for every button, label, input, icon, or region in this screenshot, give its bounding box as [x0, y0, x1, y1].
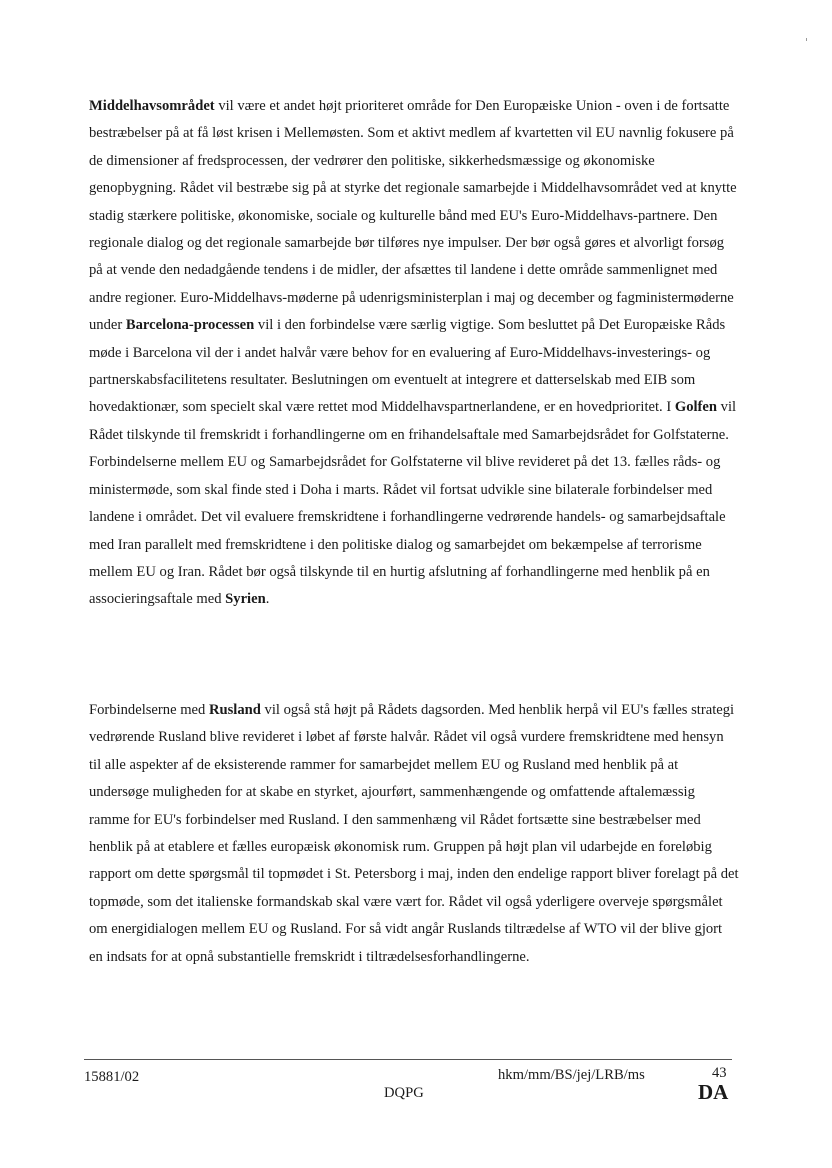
paragraph-russia	[89, 697, 739, 971]
bold-term-syrien: Syrien	[225, 591, 266, 608]
language-code: DA	[698, 1080, 729, 1104]
bold-term-golfen: Golfen	[674, 399, 718, 416]
paragraph-text: .	[265, 591, 270, 608]
paragraph-mediterranean	[89, 93, 739, 614]
author-initials: hkm/mm/BS/jej/LRB/ms	[498, 1067, 645, 1083]
scan-speck	[806, 38, 807, 41]
document-reference: 15881/02	[84, 1069, 140, 1085]
bold-term-rusland: Rusland	[208, 702, 261, 718]
paragraph-text: vil være et andet højt prioriteret område for Den Europæiske Union - oven i de fortsatte bestræbelser på at få løst krisen i Mellemøsten. Som et aktivt medlem af kvartetten vil EU navnlig fokusere på de dimensioner af fredsprocessen, der vedrører den politiske, sikkerhedsmæssige og økonomiske genopbygning. Rådet vil bestræbe sig på at styrke det regionale samarbejde i Middelhavsområdet ved at knytte stadig stærkere politiske, økonomiske, sociale og kulturelle bånd med EU's Euro-Middelhavs-partnere. Den regionale dialog og det regionale samarbejde bør tilføres nye impulser. Der bør også gøres et alvorligt forsøg på at vende den nedadgående tendens i de midler, der afsættes til landene i dette område sammenlignet med andre regioner. Euro-Middelhavs-møderne på udenrigsministerplan i maj og december og fagministermøderne under	[89, 98, 737, 334]
page-number: 43	[712, 1065, 727, 1081]
paragraph-text: Forbindelserne med	[89, 702, 209, 718]
paragraph-text: vil også stå højt på Rådets dagsorden. Med henblik herpå vil EU's fælles strategi vedrørende Rusland blive revideret i løbet af første halvår. Rådet vil også vurdere fremskridtene med hensyn til alle aspekter af de eksisterende rammer for samarbejdet mellem EU og Rusland med henblik på at undersøge muligheden for at skabe en styrket, ajourført, sammenhængende og omfattende aftalemæssig ramme for EU's forbindelser med Rusland. I den sammenhæng vil Rådet fortsætte sine bestræbelser med henblik på at etablere et fælles europæisk økonomisk rum. Gruppen på højt plan vil udarbejde en foreløbig rapport om dette spørgsmål til topmødet i St. Petersborg i maj, inden den endelige rapport bliver forelagt på det topmøde, som det italienske formandskab skal være vært for. Rådet vil også yderligere overveje spørgsmålet om energidialogen mellem EU og Rusland. For så vidt angår Ruslands tiltrædelse af WTO vil der blive gjort en indsats for at opnå substantielle fremskridt i tiltrædelsesforhandlingerne.	[89, 702, 739, 965]
footer-rule	[84, 1059, 732, 1060]
paragraph-text: vil i den forbindelse være særlig vigtige. Som besluttet på Det Europæiske Råds møde i Barcelona vil der i andet halvår være behov for en evaluering af Euro-Middelhavs-investerings- og partnerskabsfacilitetens resultater. Beslutningen om eventuelt at integrere et datterselskab med EIB som hovedaktionær, som specielt skal være rettet mod Middelhavspartnerlandene, er en hovedprioritet. I	[89, 317, 726, 416]
paragraph-text: vil Rådet tilskynde til fremskridt i forhandlingerne om en frihandelsaftale med Samarbejdsrådet for Golfstaterne. Forbindelserne mellem EU og Samarbejdsrådet for Golfstaterne vil blive revideret på det 13. fælles råds- og ministermøde, som skal finde sted i Doha i marts. Rådet vil fortsat udvikle sine bilaterale forbindelser med landene i området. Det vil evaluere fremskridtene i forhandlingerne vedrørende handels- og samarbejdsaftale med Iran parallelt med fremskridtene i den politiske dialog og samarbejdet om bekæmpelse af terrorisme mellem EU og Iran. Rådet bør også tilskynde til en hurtig afslutning af forhandlingerne med henblik på en associeringsaftale med	[89, 399, 737, 608]
department-code: DQPG	[384, 1085, 424, 1101]
bold-term-barcelona: Barcelona-processen	[125, 317, 255, 334]
bold-term-middelhavsomraadet: Middelhavsområdet	[89, 98, 215, 114]
